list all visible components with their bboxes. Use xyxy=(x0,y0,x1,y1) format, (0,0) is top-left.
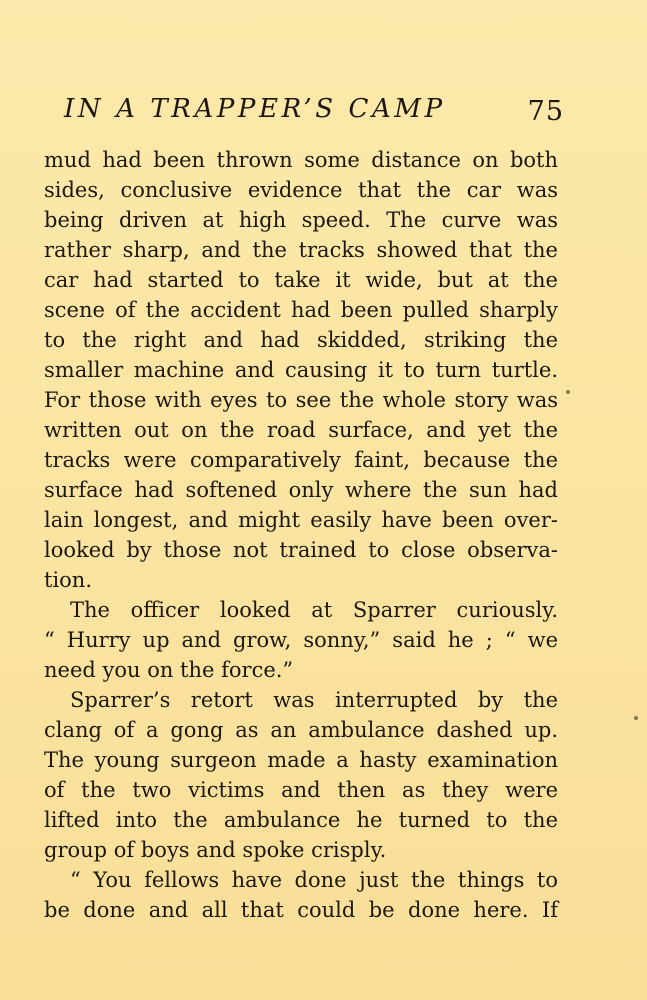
text-line: For those with eyes to see the whole story was xyxy=(44,388,558,412)
text-line: tion. xyxy=(44,568,92,592)
text-line: The young surgeon made a hasty examination xyxy=(44,748,558,772)
text-line: “ Hurry up and grow, sonny,” said he ; “ we xyxy=(44,628,558,652)
text-line: rather sharp, and the tracks showed that the xyxy=(44,238,558,262)
text-line: lain longest, and might easily have been over- xyxy=(44,508,558,532)
running-head: IN A TRAPPER’S CAMP xyxy=(64,94,446,124)
text-line: scene of the accident had been pulled sharply xyxy=(44,298,558,322)
text-line: of the two victims and then as they were xyxy=(44,778,558,802)
text-line: group of boys and spoke crisply. xyxy=(44,838,387,862)
text-line: tracks were comparatively faint, because the xyxy=(44,448,558,472)
text-line: lifted into the ambulance he turned to the xyxy=(44,808,558,832)
text-line: smaller machine and causing it to turn turtle. xyxy=(44,358,558,382)
text-line: need you on the force.” xyxy=(44,658,294,682)
text-line: The officer looked at Sparrer curiously. xyxy=(70,598,558,622)
text-line: looked by those not trained to close observa- xyxy=(44,538,558,562)
text-line: Sparrer’s retort was interrupted by the xyxy=(70,688,558,712)
text-line: sides, conclusive evidence that the car was xyxy=(44,178,558,202)
text-line: written out on the road surface, and yet the xyxy=(44,418,558,442)
text-line: be done and all that could be done here. If xyxy=(44,898,558,922)
text-line: clang of a gong as an ambulance dashed up. xyxy=(44,718,558,742)
text-line: being driven at high speed. The curve was xyxy=(44,208,558,232)
text-line: surface had softened only where the sun had xyxy=(44,478,558,502)
page-number: 75 xyxy=(527,96,564,127)
print-speck xyxy=(634,716,638,720)
text-line: car had started to take it wide, but at the xyxy=(44,268,558,292)
text-line: mud had been thrown some distance on both xyxy=(44,148,558,172)
text-line: to the right and had skidded, striking the xyxy=(44,328,558,352)
body-text xyxy=(44,145,558,925)
print-speck xyxy=(566,390,570,394)
text-line: “ You fellows have done just the things to xyxy=(70,868,558,892)
page-header xyxy=(64,92,564,126)
